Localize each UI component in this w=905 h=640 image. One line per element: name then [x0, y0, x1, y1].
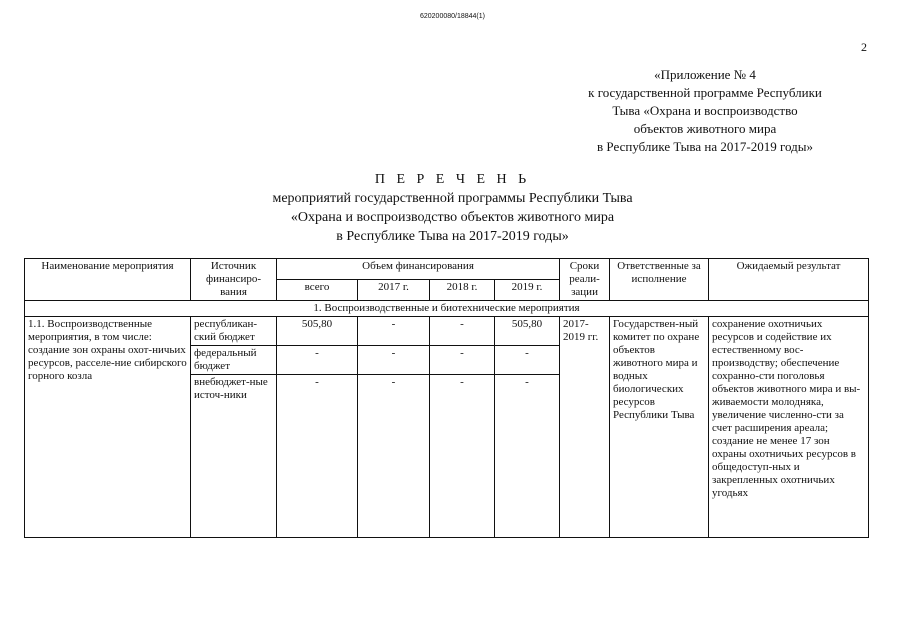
section-heading: 1. Воспроизводственные и биотехнические мероприятия	[25, 301, 869, 317]
header-2018: 2018 г.	[430, 280, 495, 301]
row-source: внебюджет-ные источ-ники	[191, 375, 277, 538]
row-2019: -	[495, 346, 560, 375]
title-line: «Охрана и воспроизводство объектов животного мира	[290, 210, 615, 225]
row-2017: -	[358, 317, 430, 346]
row-total: -	[277, 346, 358, 375]
item-result: сохранение охотничьих ресурсов и содействие их естественному вос-производству; обеспечение сохранно-сти поголовья объектов животного мира и вы-живаемости молодняка, увеличение численно-сти за счет расширения ареала; создание не менее 17 зон охраны охотничьих ресурсов в общедоступ-ных и закрепленных охотничьих угодьях	[709, 317, 869, 538]
appendix-line: Тыва «Охрана и воспроизводство	[612, 103, 798, 118]
appendix-line: в Республике Тыва на 2017-2019 годы»	[597, 139, 813, 154]
item-name: 1.1. Воспроизводственные мероприятия, в том числе: создание зон охраны охот-ничьих ресурсов, расселе-ние сибирского горного козла	[25, 317, 191, 538]
row-source: федеральный бюджет	[191, 346, 277, 375]
title-line: мероприятий государственной программы Республики Тыва	[272, 191, 633, 206]
row-total: -	[277, 375, 358, 538]
row-2018: -	[430, 346, 495, 375]
header-responsible: Ответственные за исполнение	[610, 259, 709, 301]
appendix-line: «Приложение № 4	[654, 67, 756, 82]
row-total: 505,80	[277, 317, 358, 346]
title-line: в Республике Тыва на 2017-2019 годы»	[336, 229, 569, 244]
row-2017: -	[358, 375, 430, 538]
document-title	[0, 170, 905, 246]
header-total: всего	[277, 280, 358, 301]
header-funding: Объем финансирования	[277, 259, 560, 280]
appendix-note	[545, 66, 865, 156]
header-2019: 2019 г.	[495, 280, 560, 301]
row-source: республикан-ский бюджет	[191, 317, 277, 346]
row-2019: -	[495, 375, 560, 538]
row-2017: -	[358, 346, 430, 375]
header-source: Источник финансиро-вания	[191, 259, 277, 301]
row-2018: -	[430, 375, 495, 538]
header-name: Наименование мероприятия	[25, 259, 191, 301]
document-id: 620200080/18844(1)	[419, 13, 485, 20]
appendix-line: объектов животного мира	[633, 121, 777, 136]
row-2019: 505,80	[495, 317, 560, 346]
measures-table	[24, 258, 869, 538]
title-perechen: П Е Р Е Ч Е Н Ь	[374, 172, 531, 187]
item-responsible: Государствен-ный комитет по охране объектов животного мира и водных биологических ресурсов Республики Тыва	[610, 317, 709, 538]
header-2017: 2017 г.	[358, 280, 430, 301]
item-terms: 2017-2019 гг.	[560, 317, 610, 538]
header-result: Ожидаемый результат	[709, 259, 869, 301]
appendix-line: к государственной программе Республики	[588, 85, 822, 100]
row-2018: -	[430, 317, 495, 346]
header-terms: Сроки реали-зации	[560, 259, 610, 301]
page-number: 2	[861, 40, 867, 54]
